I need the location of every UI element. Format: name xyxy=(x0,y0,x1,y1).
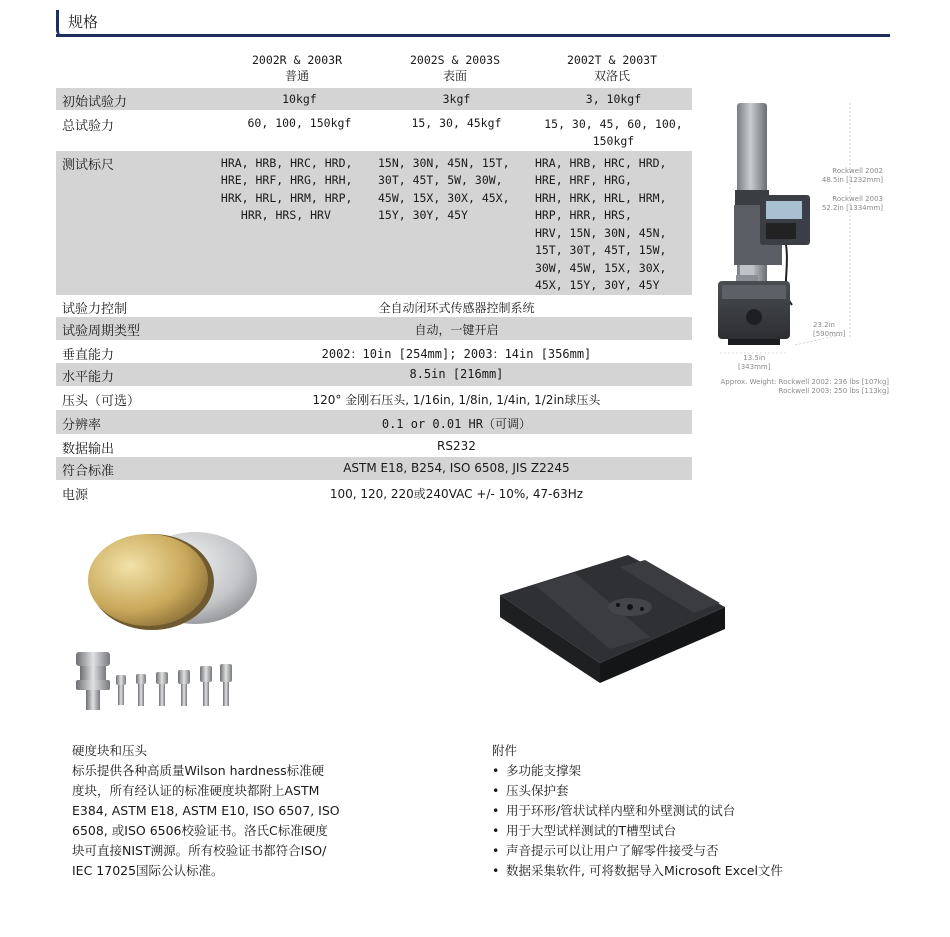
test-blocks-drawing xyxy=(70,530,270,735)
header-rule xyxy=(56,34,890,37)
scale-line: HRE, HRF, HRG, HRH, xyxy=(220,173,353,187)
dim-depth-mm: [590mm] xyxy=(813,330,846,338)
dim-weight xyxy=(721,378,889,396)
scale-line: HRA, HRB, HRC, HRD, xyxy=(220,155,353,170)
scale-line: HRK, HRL, HRM, HRP, xyxy=(220,190,353,205)
row-value: 8.5in [216mm] xyxy=(221,363,692,386)
t-slot-anvil-image xyxy=(480,545,730,695)
list-item: • 数据采集软件, 可将数据导入Microsoft Excel文件 xyxy=(492,861,852,881)
cell-value: 3, 10kgf xyxy=(535,88,692,111)
cell-value: 60, 100, 150kgf xyxy=(247,116,352,130)
row-value: RS232 xyxy=(437,438,476,453)
cell-value: 10kgf xyxy=(221,88,378,111)
table-row xyxy=(56,363,692,386)
scales-cell-t xyxy=(535,151,692,296)
column-type: 普通 xyxy=(284,69,309,83)
scales-cell-r xyxy=(221,151,378,296)
row-value: ASTM E18, B254, ISO 6508, JIS Z2245 xyxy=(221,457,692,480)
column-type: 双洛氏 xyxy=(593,69,630,83)
column-model: 2002T & 2003T xyxy=(566,53,657,67)
row-value: 自动，一键开启 xyxy=(221,317,692,340)
column-head-r xyxy=(222,52,372,84)
cell-value: 15, 30, 45, 60, 100, 150kgf xyxy=(544,117,683,148)
scale-line: 15Y, 30Y, 45Y xyxy=(377,208,468,222)
paragraph-line: 块可直接NIST溯源。所有校验证书都符合ISO/ xyxy=(72,843,327,858)
row-value: 0.1 or 0.01 HR（可调） xyxy=(221,410,692,434)
dim-rw2003-height: 52.2in [1334mm] xyxy=(821,204,883,212)
dim-width-in: 13.5in xyxy=(743,354,766,362)
scale-line: HRP, HRR, HRS, xyxy=(534,208,632,222)
scale-line: 15N, 30N, 45N, 15T, xyxy=(377,155,510,170)
accessories-section xyxy=(492,741,852,881)
row-value: 120° 金刚石压头, 1/16in, 1/8in, 1/4in, 1/2in球压头 xyxy=(312,392,601,407)
row-label: 符合标准 xyxy=(56,457,221,480)
test-blocks-section xyxy=(72,741,372,881)
table-row xyxy=(56,340,692,363)
weight-line: Approx. Weight: Rockwell 2002: 236 lbs [107kg] xyxy=(720,378,889,386)
table-row xyxy=(56,457,692,480)
row-label: 压头（可选） xyxy=(62,393,141,409)
list-item: • 用于大型试样测试的T槽型试台 xyxy=(492,821,852,841)
column-model: 2002S & 2003S xyxy=(409,53,500,67)
scale-line: HRE, HRF, HRG, xyxy=(534,173,632,187)
cell-value: 15, 30, 45kgf xyxy=(411,116,502,130)
table-row xyxy=(56,151,692,296)
table-row xyxy=(56,111,692,151)
weight-line: Rockwell 2003: 250 lbs [113kg] xyxy=(778,387,889,395)
scale-line: 30W, 45W, 15X, 30X, xyxy=(534,260,667,275)
section-header xyxy=(56,10,890,36)
list-item: • 压头保护套 xyxy=(492,781,852,801)
column-head-t xyxy=(537,52,687,84)
list-item: • 用于环形/管状试样内壁和外壁测试的试台 xyxy=(492,801,852,821)
scale-line: HRA, HRB, HRC, HRD, xyxy=(534,155,667,170)
scale-line: 15T, 30T, 45T, 15W, xyxy=(534,243,667,257)
row-label: 测试标尺 xyxy=(56,151,221,296)
dim-rw2002-height: 48.5in [1232mm] xyxy=(821,176,883,184)
column-head-s xyxy=(380,52,530,84)
paragraph-line: 度块，所有经认证的标准硬度块都附上ASTM xyxy=(72,783,320,798)
scale-line: HRV, 15N, 30N, 45N, xyxy=(534,225,667,240)
column-type: 表面 xyxy=(442,69,467,83)
dim-width xyxy=(738,354,770,372)
table-row xyxy=(56,88,692,111)
table-row xyxy=(56,386,692,410)
scales-cell-s xyxy=(378,151,535,296)
paragraph-line: E384, ASTM E18, ASTM E10, ISO 6507, ISO xyxy=(72,803,340,818)
list-item: • 声音提示可以让用户了解零件接受与否 xyxy=(492,841,852,861)
scale-line: HRR, HRS, HRV xyxy=(240,208,331,222)
column-model: 2002R & 2003R xyxy=(251,53,342,67)
dim-rw2002-name: Rockwell 2002 xyxy=(832,167,883,175)
section-subtitle: 附件 xyxy=(492,743,518,758)
paragraph-line: 6508, 或ISO 6506校验证书。洛氏C标准硬度 xyxy=(72,823,328,838)
table-row xyxy=(56,410,692,434)
dim-depth-in: 23.2in xyxy=(813,321,835,329)
table-row xyxy=(56,295,692,317)
header-bracket xyxy=(56,10,65,36)
table-row xyxy=(56,317,692,340)
dim-rw2003 xyxy=(822,195,883,213)
list-item: • 多功能支撑架 xyxy=(492,761,852,781)
scale-line: HRH, HRK, HRL, HRM, xyxy=(534,190,667,205)
accessories-list xyxy=(492,761,852,881)
row-label: 初始试验力 xyxy=(56,88,221,111)
dim-width-mm: [343mm] xyxy=(738,363,771,371)
row-label: 数据输出 xyxy=(62,441,115,457)
paragraph-line: 标乐提供各种高质量Wilson hardness标准硬 xyxy=(72,763,325,778)
scale-line: 45W, 15X, 30X, 45X, xyxy=(377,190,510,205)
row-label: 总试验力 xyxy=(62,119,115,134)
dim-rw2002 xyxy=(822,167,883,185)
section-subtitle: 硬度块和压头 xyxy=(72,743,148,758)
paragraph-line: IEC 17025国际公认标准。 xyxy=(72,863,224,878)
row-label: 试验周期类型 xyxy=(56,317,221,340)
row-label: 水平能力 xyxy=(56,363,221,386)
row-value: 全自动闭环式传感器控制系统 xyxy=(378,300,535,315)
t-slot-anvil-drawing xyxy=(480,545,730,695)
hardness-tester-image xyxy=(700,95,895,400)
dim-rw2003-name: Rockwell 2003 xyxy=(832,195,883,203)
spec-table xyxy=(56,88,692,503)
tester-drawing xyxy=(700,95,895,400)
scale-line: 45X, 15Y, 30Y, 45Y xyxy=(534,278,660,292)
row-label: 分辨率 xyxy=(56,410,221,434)
section-title: 规格 xyxy=(68,13,99,31)
dim-depth xyxy=(813,321,845,339)
scale-line: 30T, 45T, 5W, 30W, xyxy=(377,173,503,187)
row-label: 垂直能力 xyxy=(62,347,115,363)
table-row xyxy=(56,480,692,503)
table-row xyxy=(56,434,692,457)
cell-value: 3kgf xyxy=(378,88,535,111)
row-label: 试验力控制 xyxy=(62,301,128,317)
row-value: 2002：10in [254mm]; 2003：14in [356mm] xyxy=(321,346,592,361)
row-value: 100, 120, 220或240VAC +/- 10%, 47-63Hz xyxy=(329,486,584,501)
row-label: 电源 xyxy=(62,487,89,503)
test-blocks-image xyxy=(70,530,270,735)
